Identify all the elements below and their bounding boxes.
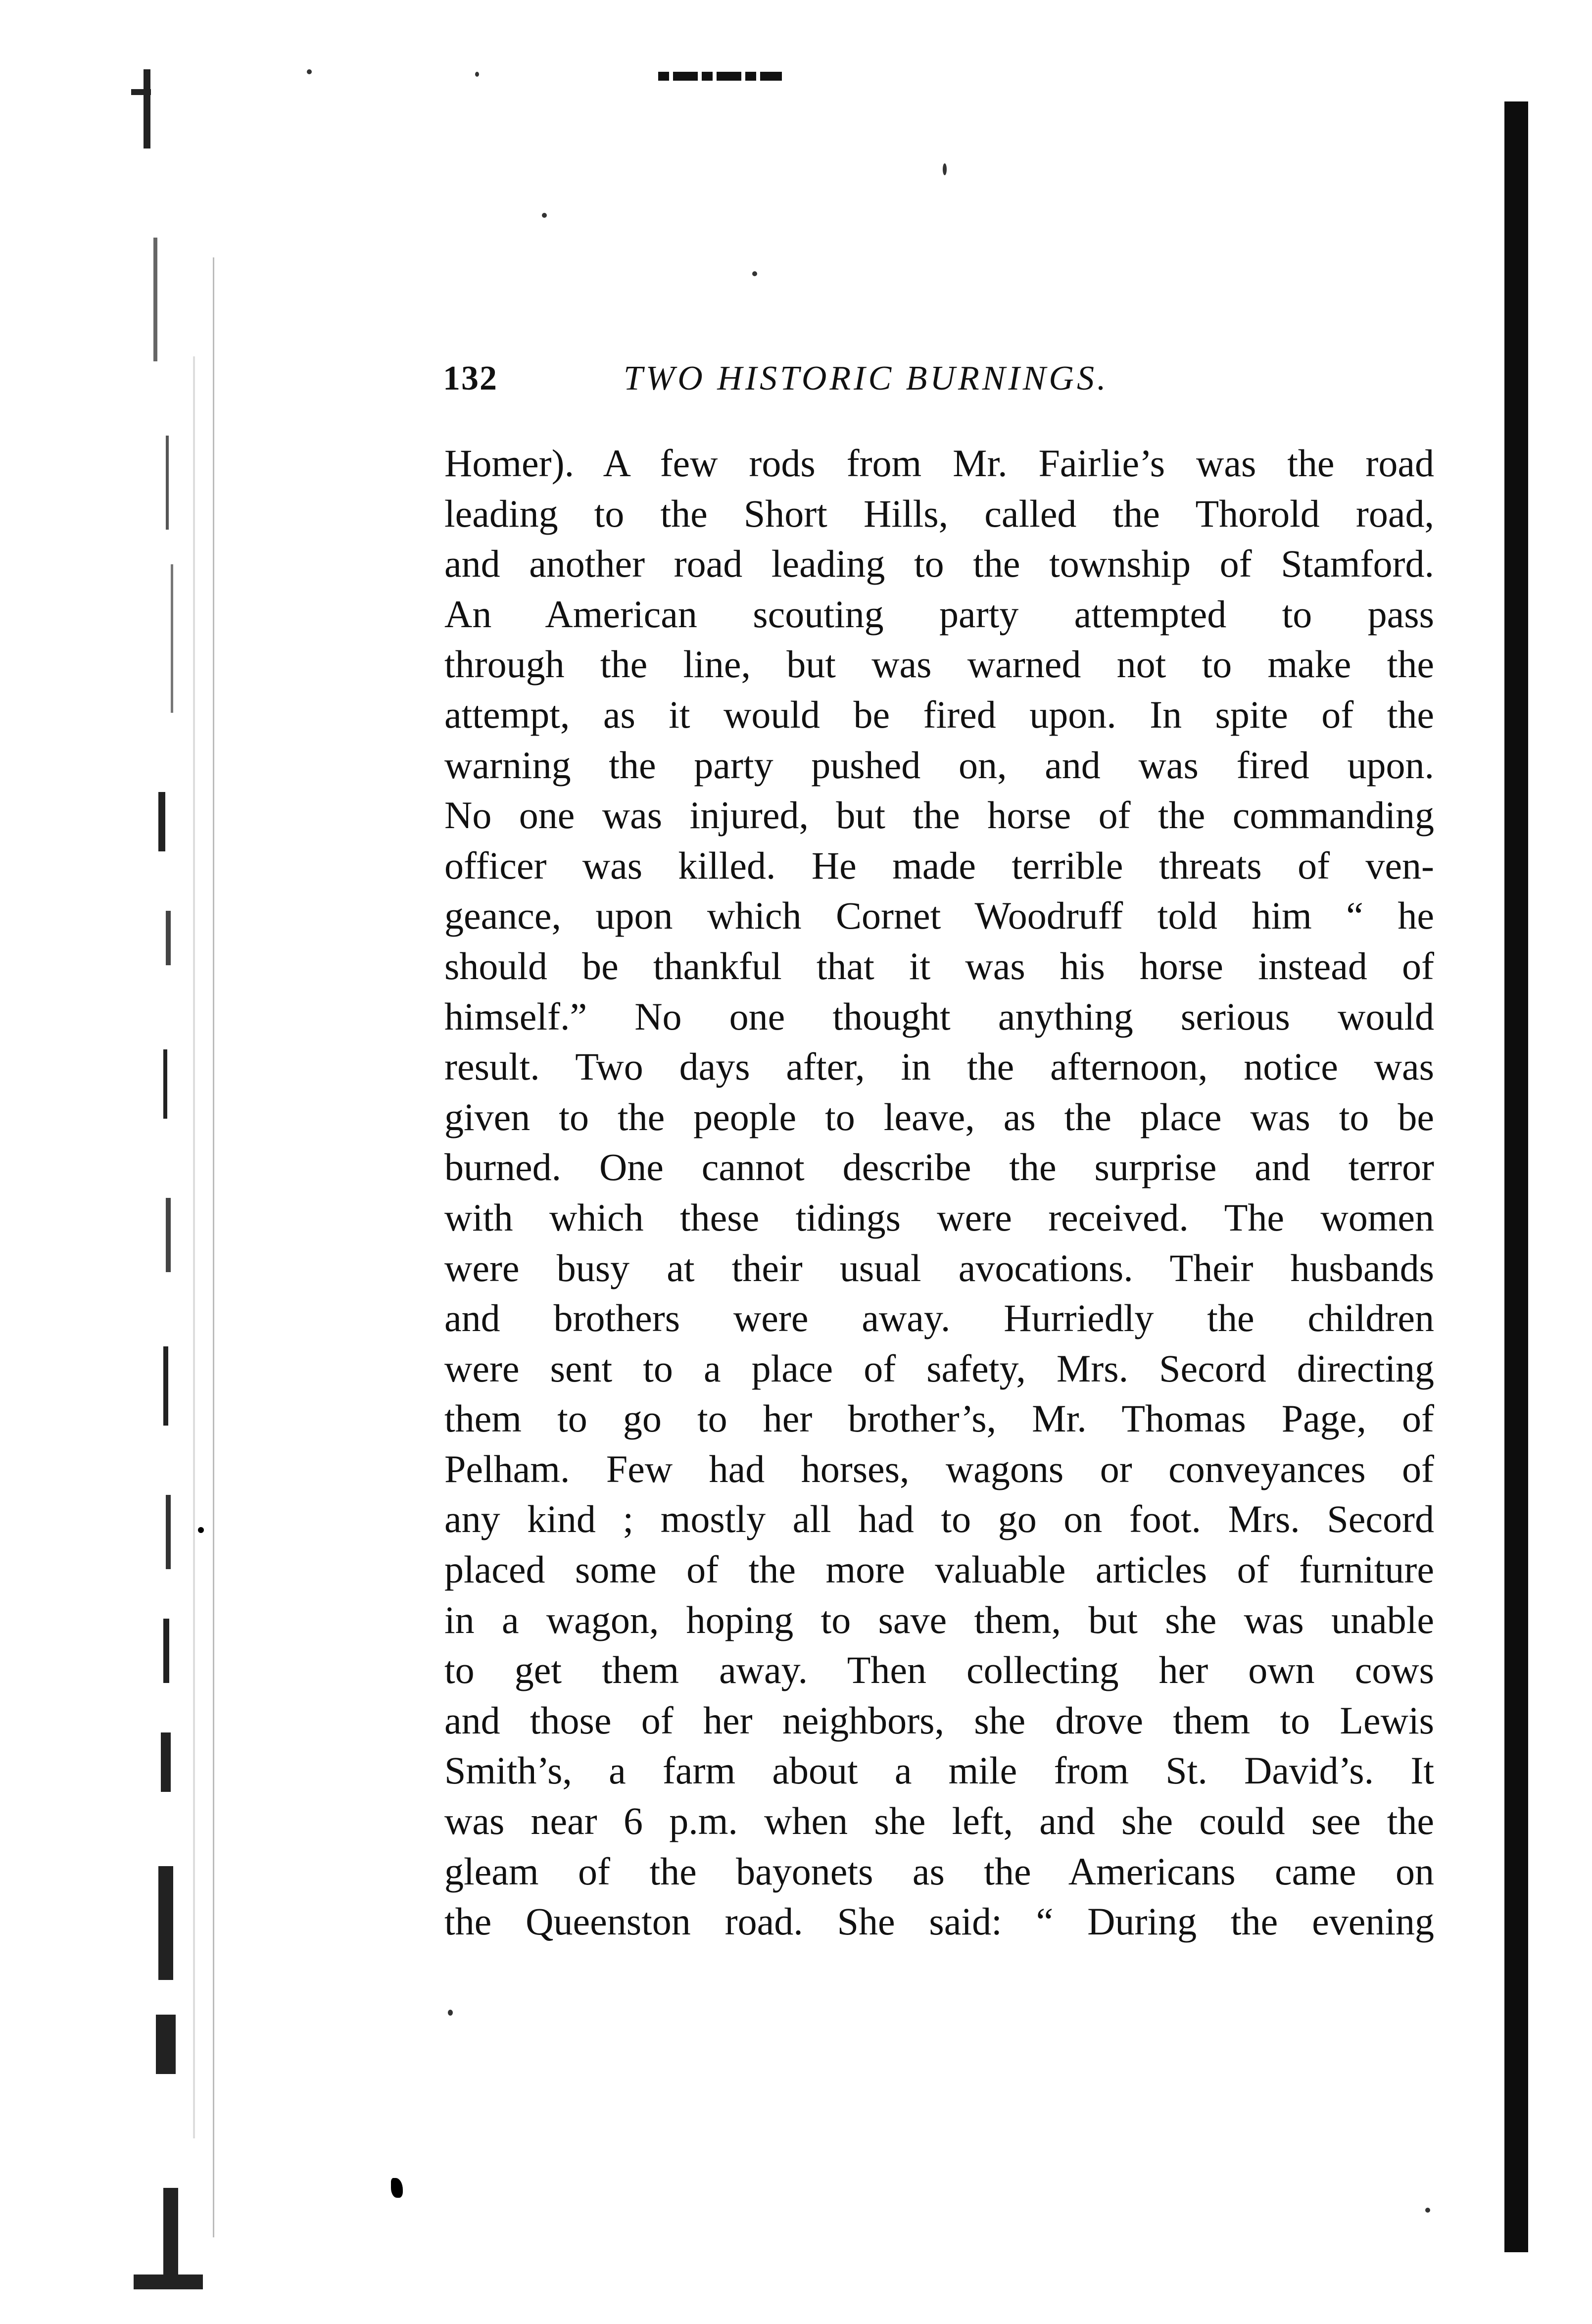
body-text <box>444 438 1434 1947</box>
text-line: any kind ; mostly all had to go on foot. Mrs. Secord <box>444 1497 1434 1541</box>
text-line: to get them away. Then collecting her own cows <box>444 1648 1434 1692</box>
speck <box>943 163 947 175</box>
text-line: placed some of the more valuable articles of furniture <box>444 1548 1434 1591</box>
scan-artifact-top <box>658 72 782 81</box>
text-line: warning the party pushed on, and was fired upon. <box>444 743 1434 787</box>
scan-edge-left <box>84 59 218 2287</box>
speck <box>198 1527 204 1533</box>
speck <box>391 2178 403 2198</box>
text-line: Homer). A few rods from Mr. Fairlie’s was the road <box>444 442 1434 485</box>
text-line: given to the people to leave, as the place was to be <box>444 1095 1434 1138</box>
text-line: officer was killed. He made terrible threats of ven- <box>444 843 1434 887</box>
speck <box>752 271 757 276</box>
text-line: should be thankful that it was his horse instead of <box>444 944 1434 988</box>
text-line: geance, upon which Cornet Woodruff told him “ he <box>444 894 1434 938</box>
running-title: TWO HISTORIC BURNINGS. <box>624 359 1109 397</box>
text-line: result. Two days after, in the afternoon, notice was <box>444 1045 1434 1088</box>
text-line: were busy at their usual avocations. Their husbands <box>444 1246 1434 1289</box>
text-line: An American scouting party attempted to pass <box>444 592 1434 636</box>
speck <box>1425 2208 1430 2213</box>
text-line: was near 6 p.m. when she left, and she could see the <box>444 1799 1434 1843</box>
text-line: and brothers were away. Hurriedly the children <box>444 1296 1434 1340</box>
page-number: 132 <box>443 359 498 397</box>
text-line: the Queenston road. She said: “ During the evening <box>444 1900 1434 1943</box>
speck <box>307 69 312 74</box>
speck <box>542 213 547 218</box>
speck <box>448 2010 453 2016</box>
running-header <box>443 356 1314 401</box>
speck <box>475 72 479 77</box>
text-line: and another road leading to the township of Stamford. <box>444 542 1434 586</box>
text-line: Smith’s, a farm about a mile from St. David’s. It <box>444 1749 1434 1792</box>
text-line: them to go to her brother’s, Mr. Thomas Page, of <box>444 1397 1434 1440</box>
text-line: himself.” No one thought anything serious would <box>444 994 1434 1038</box>
text-line: in a wagon, hoping to save them, but she was unable <box>444 1598 1434 1641</box>
scan-edge-right <box>1504 101 1528 2252</box>
text-line: No one was injured, but the horse of the commanding <box>444 793 1434 837</box>
text-line: leading to the Short Hills, called the Thorold road, <box>444 492 1434 535</box>
text-line: and those of her neighbors, she drove them to Lewis <box>444 1698 1434 1742</box>
text-line: attempt, as it would be fired upon. In spite of the <box>444 692 1434 736</box>
text-line: gleam of the bayonets as the Americans came on <box>444 1849 1434 1893</box>
text-line: were sent to a place of safety, Mrs. Secord directing <box>444 1346 1434 1390</box>
text-line: through the line, but was warned not to make the <box>444 643 1434 686</box>
text-line: burned. One cannot describe the surprise and terror <box>444 1145 1434 1189</box>
text-line: with which these tidings were received. The women <box>444 1195 1434 1239</box>
text-line: Pelham. Few had horses, wagons or conveyances of <box>444 1447 1434 1490</box>
